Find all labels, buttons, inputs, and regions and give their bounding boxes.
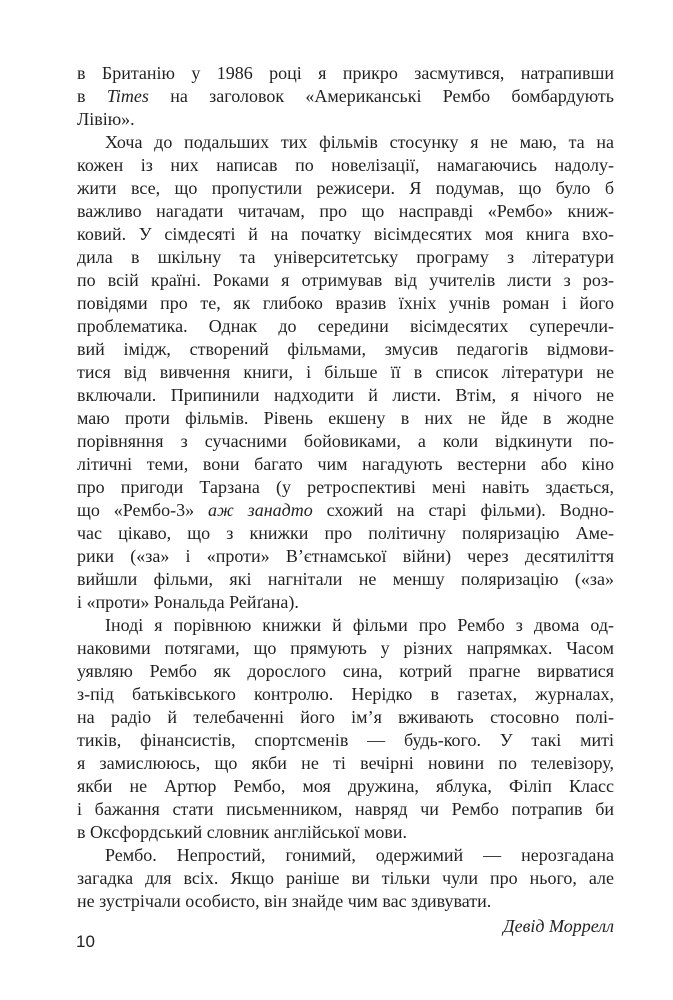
text-segment: наковими потягами, що прямують у різних напрямках. Часом [77, 638, 614, 658]
text-line [77, 867, 614, 890]
text-segment: Рембо. Непростий, гонимий, одержимий — нерозгадана [105, 845, 614, 865]
author-signature: Девід Моррелл [503, 916, 614, 936]
text-line [77, 292, 614, 315]
text-line [77, 821, 614, 844]
text-line [77, 752, 614, 775]
text-line [77, 154, 614, 177]
text-segment: Хоча до подальших тих фільмів стосунку я не маю, та на [105, 132, 614, 152]
text-lines [77, 62, 614, 913]
text-segment: повідями про те, як глибоко вразив їхніх учнів роман і його [77, 293, 614, 313]
text-line [77, 108, 614, 131]
text-line [77, 384, 614, 407]
text-segment: літичні теми, вони багато чим нагадують вестерни або кіно [77, 454, 614, 474]
text-line [77, 890, 614, 913]
text-segment: в [77, 86, 107, 106]
text-segment: не зустрічали особисто, він знайде чим вас здивувати. [77, 891, 492, 911]
text-line [77, 660, 614, 683]
text-segment: порівняння з сучасними бойовиками, а коли відкинути по- [77, 431, 614, 451]
text-line [77, 545, 614, 568]
text-segment: загадка для всіх. Якщо раніше ви тільки чули про нього, але [77, 868, 614, 888]
text-line [77, 131, 614, 154]
text-segment: вийшли фільми, які нагнітали не меншу поляризацію («за» [77, 569, 614, 589]
text-line [77, 62, 614, 85]
text-line [77, 223, 614, 246]
body-text [77, 62, 614, 938]
text-line [77, 476, 614, 499]
text-line [77, 591, 614, 614]
text-segment: якби не Артюр Рембо, моя дружина, яблука, Філіп Класс [77, 776, 614, 796]
text-line [77, 522, 614, 545]
text-segment: Іноді я порівнюю книжки й фільми про Рембо з двома од- [105, 615, 614, 635]
text-segment: я замислююсь, що якби не ті вечірні новини по телевізору, [77, 753, 614, 773]
text-segment: проблематика. Однак до середини вісімдесятих суперечли- [77, 316, 614, 336]
text-segment: схожий на старі фільми). Водно- [312, 500, 615, 520]
text-segment: по всій країні. Роками я отримував від учителів листи з роз- [77, 270, 614, 290]
text-segment: включали. Припинили надходити й листи. Втім, я нічого не [77, 385, 614, 405]
text-segment: кожен із них написав по новелізації, намагаючись надолу- [77, 155, 614, 175]
italic-text: аж занадто [208, 500, 313, 520]
text-line [77, 683, 614, 706]
text-line [77, 269, 614, 292]
text-segment: дила в шкільну та університетську програму з літератури [77, 247, 614, 267]
text-line [77, 177, 614, 200]
text-line [77, 407, 614, 430]
text-line [77, 453, 614, 476]
text-line [77, 200, 614, 223]
text-line [77, 246, 614, 269]
page-number: 10 [76, 932, 95, 951]
text-line [77, 775, 614, 798]
text-line [77, 85, 614, 108]
text-segment: і «проти» Рональда Рейґана). [77, 592, 299, 612]
text-line [77, 798, 614, 821]
text-line [77, 614, 614, 637]
text-segment: ковий. У сімдесяті й на початку вісімдесятих моя книга вхо- [77, 224, 614, 244]
text-segment: тися від вивчення книги, і більше її в список літератури не [77, 362, 614, 382]
text-line [77, 338, 614, 361]
text-segment: Лівію». [77, 109, 135, 129]
text-segment: час цікаво, що з книжки про політичну поляризацію Аме- [77, 523, 614, 543]
italic-text: Times [106, 86, 149, 106]
text-line [77, 706, 614, 729]
text-segment: про пригоди Тарзана (у ретроспективі мені навіть здається, [77, 477, 614, 497]
text-line [77, 729, 614, 752]
text-segment: на заголовок «Американські Рембо бомбардують [148, 86, 614, 106]
text-segment: що «Рембо-3» [77, 500, 209, 520]
text-segment: на радіо й телебаченні його ім’я вживають стосовно полі- [77, 707, 614, 727]
text-segment: рики («за» і «проти» В’єтнамської війни) через десятиліття [77, 546, 614, 566]
text-line [77, 430, 614, 453]
text-segment: в Оксфордський словник англійської мови. [77, 822, 408, 842]
text-line [77, 361, 614, 384]
text-line [77, 844, 614, 867]
text-segment: вий імідж, створений фільмами, змусив педагогів відмови- [77, 339, 614, 359]
text-segment: важливо нагадати читачам, про що насправді «Рембо» книж- [77, 201, 614, 221]
text-segment: і бажання стати письменником, навряд чи Рембо потрапив би [77, 799, 614, 819]
text-segment: в Британію у 1986 році я прикро засмутився, натрапивши [77, 63, 614, 83]
text-segment: жити все, що пропустили режисери. Я подумав, що було б [77, 178, 614, 198]
text-line [77, 637, 614, 660]
text-line [77, 568, 614, 591]
text-segment: з-під батьківського контролю. Нерідко в газетах, журналах, [77, 684, 614, 704]
text-line [77, 315, 614, 338]
text-segment: уявляю Рембо як дорослого сина, котрий прагне вирватися [77, 661, 614, 681]
text-line [77, 499, 614, 522]
text-segment: тиків, фінансистів, спортсменів — будь-кого. У такі миті [77, 730, 614, 750]
text-segment: маю проти фільмів. Рівень екшену в них не йде в жодне [77, 408, 614, 428]
